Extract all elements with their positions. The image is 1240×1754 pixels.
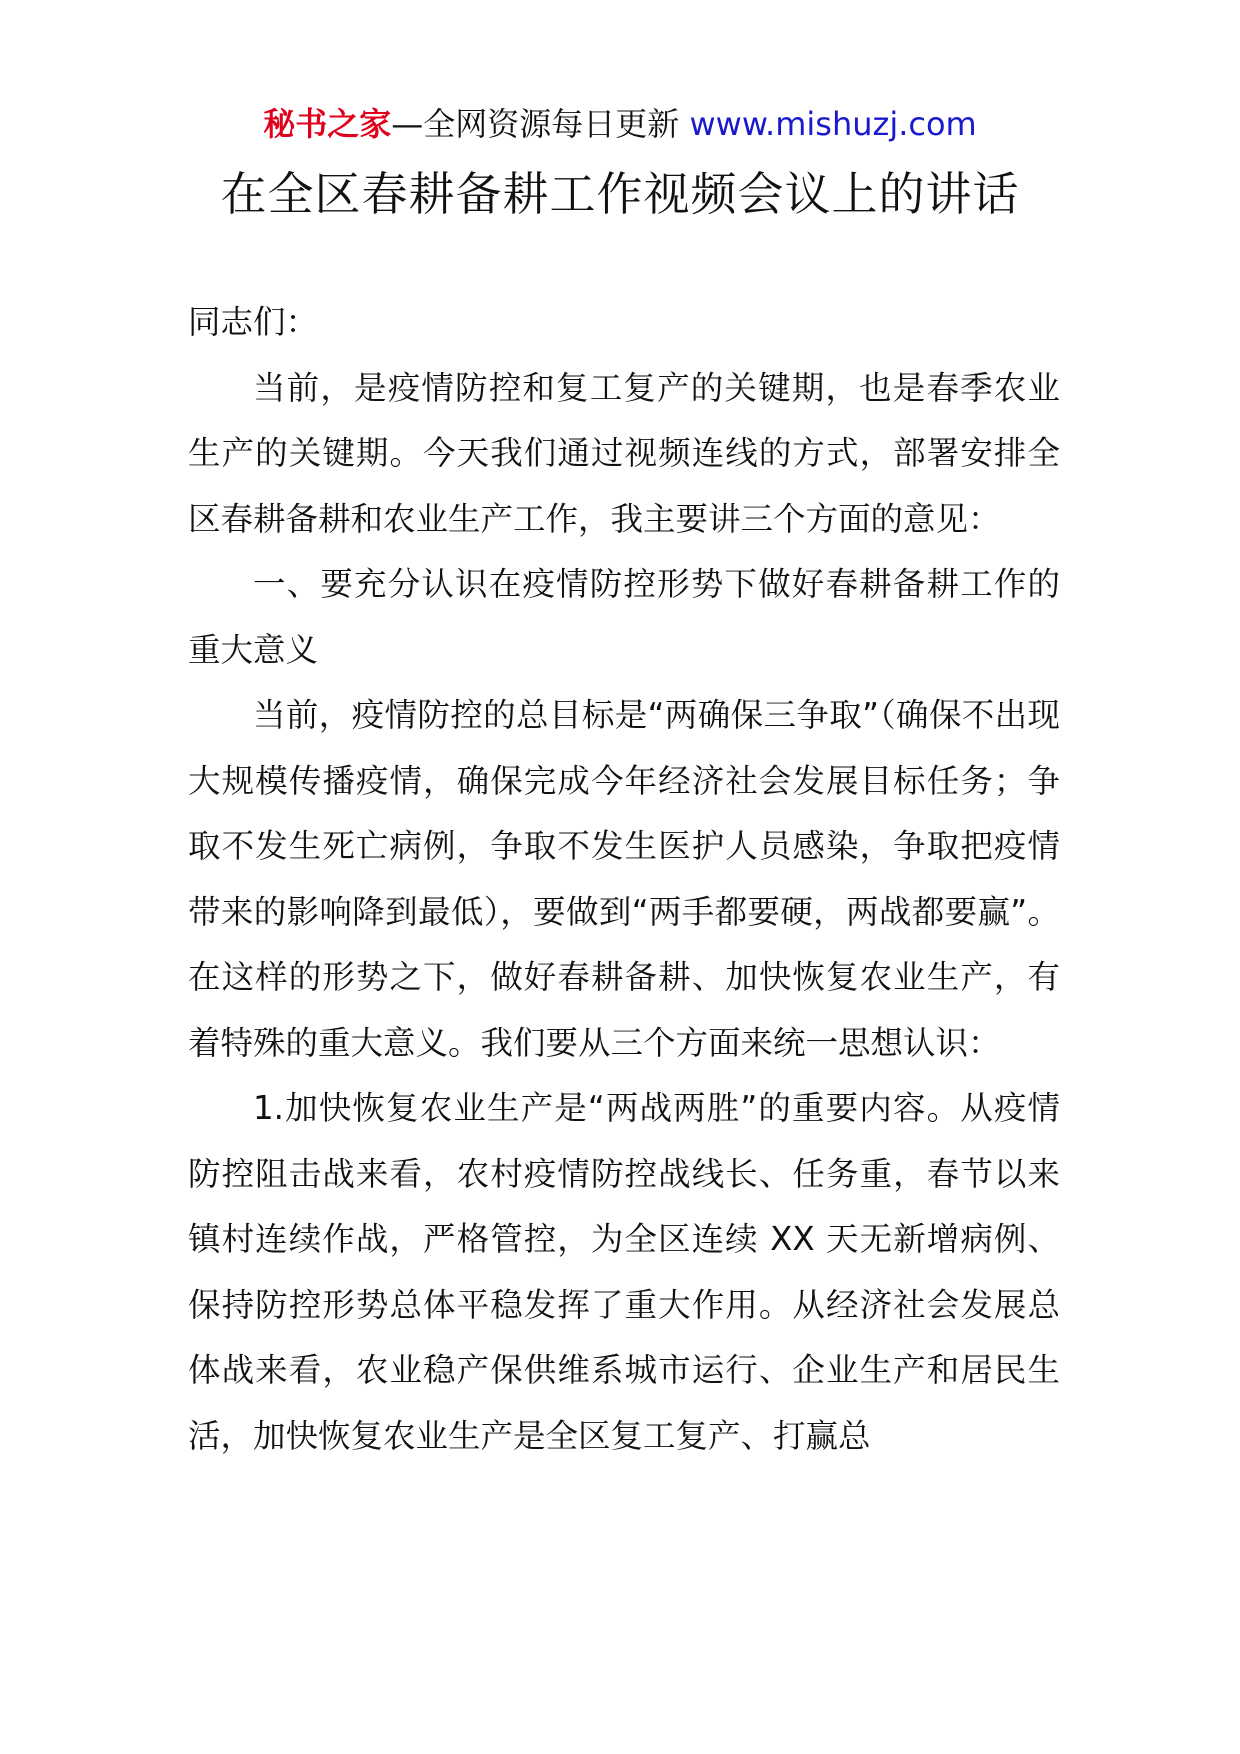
paragraph-point-1: 1.加快恢复农业生产是“两战两胜”的重要内容。从疫情防控阻击战来看，农村疫情防控战线长、任务重，春节以来镇村连续作战，严格管控，为全区连续 XX 天无新增病例、保持防控形势总体平稳发挥了重大作用。从经济社会发展总体战来看，农业稳产保供维系城市运行、企业生产和居民生活，加快恢复农业生产是全区复工复产、打赢总 (188, 1089, 1060, 1455)
section-heading-1: 一、要充分认识在疫情防控形势下做好春耕备耕工作的重大意义 (188, 565, 1060, 669)
paragraph-significance: 当前，疫情防控的总目标是“两确保三争取”（确保不出现大规模传播疫情，确保完成今年经济社会发展目标任务；争取不发生死亡病例，争取不发生医护人员感染，争取把疫情带来的影响降到最低），要做到“两手都要硬，两战都要赢”。在这样的形势之下，做好春耕备耕、加快恢复农业生产，有着特殊的重大意义。我们要从三个方面来统一思想认识： (188, 696, 1060, 1062)
site-url: www.mishuzj.com (689, 105, 977, 143)
salutation: 同志们： (188, 303, 319, 341)
brand-name: 秘书之家 (263, 105, 392, 143)
banner-slogan: —全网资源每日更新 (391, 105, 680, 143)
paragraph-intro: 当前，是疫情防控和复工复产的关键期，也是春季农业生产的关键期。今天我们通过视频连线的方式，部署安排全区春耕备耕和农业生产工作，我主要讲三个方面的意见： (188, 368, 1060, 538)
site-banner (0, 102, 1240, 146)
document-title: 在全区春耕备耕工作视频会议上的讲话 (220, 167, 1020, 221)
document-body (188, 290, 1060, 1469)
